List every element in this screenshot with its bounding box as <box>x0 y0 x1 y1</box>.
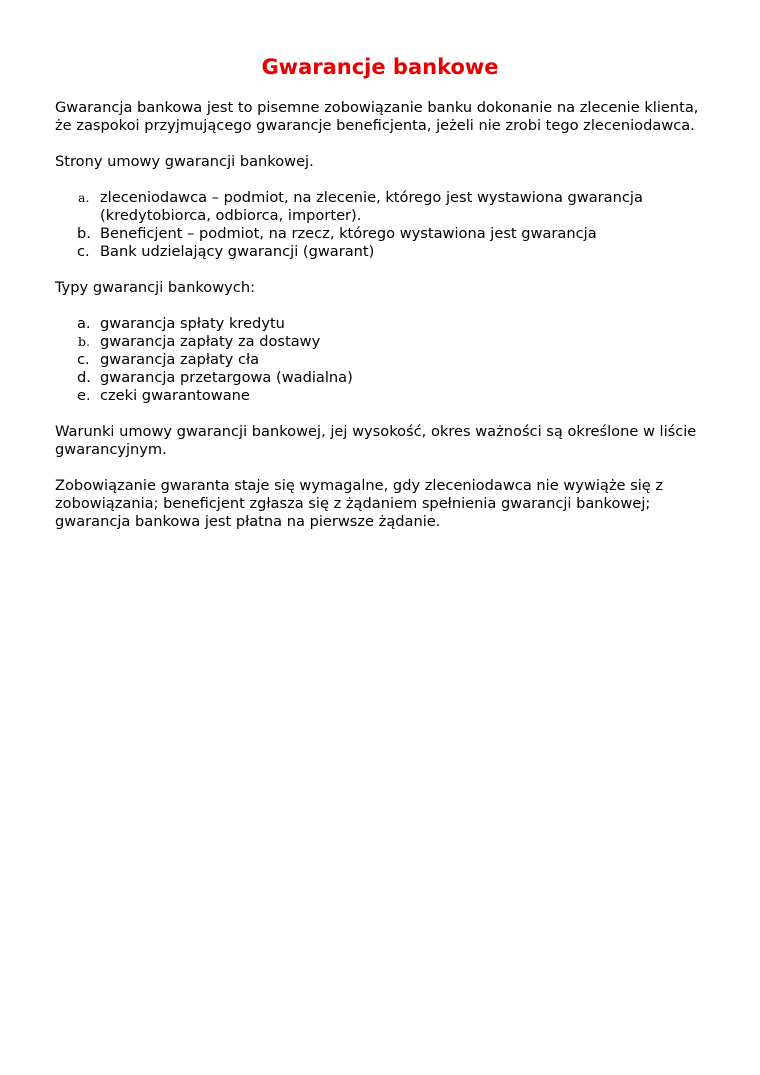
page-title: Gwarancje bankowe <box>261 55 499 79</box>
types-list <box>55 315 715 405</box>
list-item-text: gwarancja zapłaty cła <box>100 351 260 368</box>
list-marker: a. <box>78 190 90 205</box>
conditions-paragraph: Warunki umowy gwarancji bankowej, jej wysokość, okres ważności są określone w liście gwarancyjnym. <box>55 423 697 458</box>
list-item-text: zleceniodawca – podmiot, na zlecenie, którego jest wystawiona gwarancja (kredytobiorca, odbiorca, importer). <box>100 189 643 224</box>
list-item-text: gwarancja przetargowa (wadialna) <box>100 369 353 386</box>
list-item <box>55 315 715 333</box>
list-marker: b. <box>78 334 90 349</box>
document-body <box>55 99 715 549</box>
obligation-paragraph: Zobowiązanie gwaranta staje się wymagalne, gdy zleceniodawca nie wywiąże się z zobowiązania; beneficjent zgłasza się z żądaniem spełnienia gwarancji bankowej; gwarancja bankowa jest płatna na pierwsze żądanie. <box>55 477 664 530</box>
list-item-text: Bank udzielający gwarancji (gwarant) <box>100 243 375 260</box>
list-item-text: czeki gwarantowane <box>100 387 250 404</box>
types-heading: Typy gwarancji bankowych: <box>55 279 256 296</box>
list-marker: d. <box>77 369 91 386</box>
list-item <box>55 387 715 405</box>
list-item <box>55 369 715 387</box>
list-item <box>55 351 715 369</box>
list-item <box>55 333 715 351</box>
list-item <box>55 243 715 261</box>
list-marker: b. <box>77 225 91 242</box>
parties-list <box>55 189 715 261</box>
intro-paragraph: Gwarancja bankowa jest to pisemne zobowiązanie banku dokonanie na zlecenie klienta, że zaspokoi przyjmującego gwarancje beneficjenta, jeżeli nie zrobi tego zleceniodawca. <box>55 99 699 134</box>
list-item <box>55 189 715 225</box>
parties-heading: Strony umowy gwarancji bankowej. <box>55 153 314 170</box>
list-marker: c. <box>77 243 90 260</box>
list-item-text: Beneficjent – podmiot, na rzecz, którego wystawiona jest gwarancja <box>100 225 597 242</box>
list-marker: a. <box>77 315 91 332</box>
list-marker: c. <box>77 351 90 368</box>
list-marker: e. <box>77 387 91 404</box>
list-item <box>55 225 715 243</box>
list-item-text: gwarancja zapłaty za dostawy <box>100 333 321 350</box>
list-item-text: gwarancja spłaty kredytu <box>100 315 285 332</box>
